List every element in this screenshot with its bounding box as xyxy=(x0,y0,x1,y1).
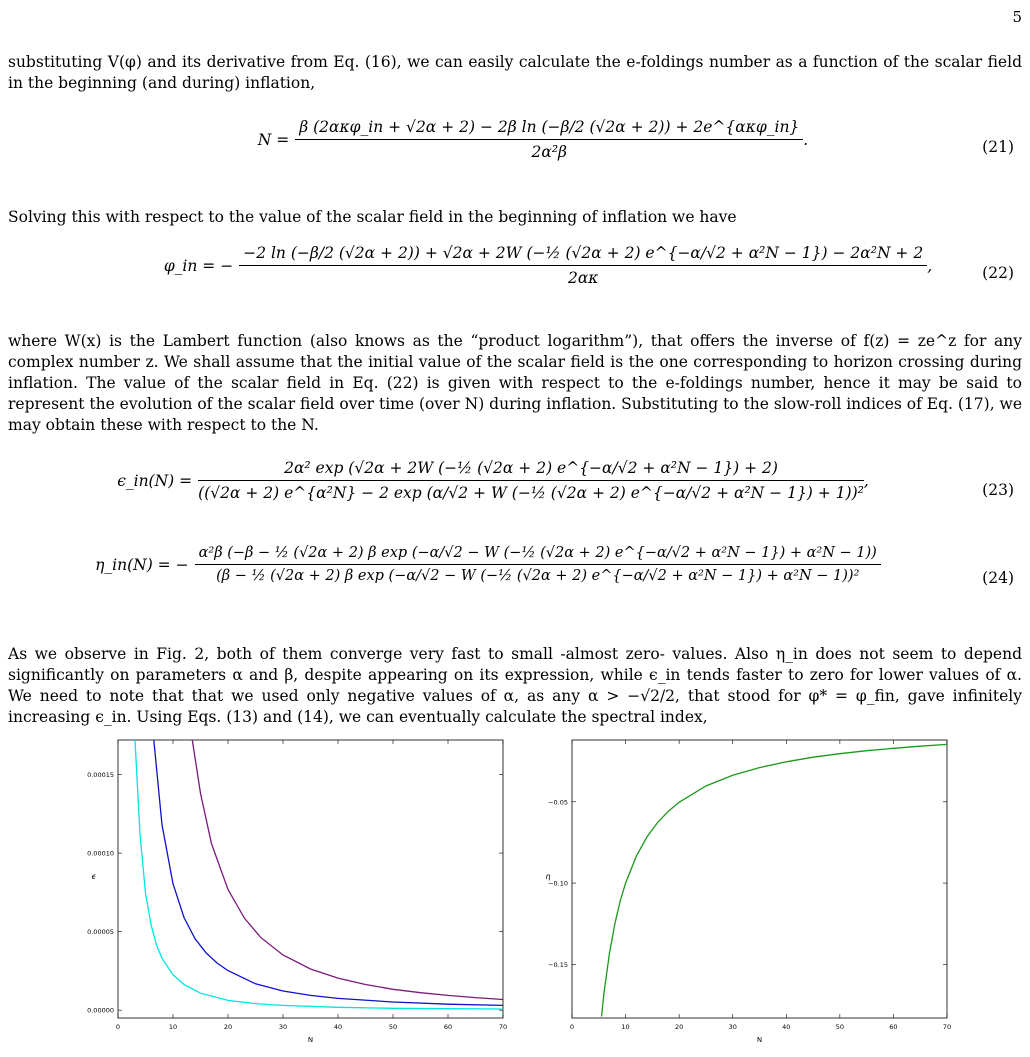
x-tick-label: 40 xyxy=(333,1023,343,1031)
y-tick-label: −0.10 xyxy=(548,879,568,888)
x-tick-label: 70 xyxy=(942,1023,952,1031)
eq23-tail: , xyxy=(863,471,869,490)
x-tick-label: 30 xyxy=(278,1023,288,1031)
y-tick-label: 0.00000 xyxy=(87,1006,114,1015)
paragraph-4: As we observe in Fig. 2, both of them converge very fast to small -almost zero- values. Also η_in does not seem to depend significantly on parameters α and β, despite appearing on its expression, while ϵ_in tends faster to zero for lower values of α. We need to note that that we used only negative values of α, as any α > −√2/2, that stood for φ* = φ_fin, gave infinitely increasing ϵ_in. Using Eqs. (13) and (14), we can eventually calculate the spectral index, xyxy=(8,645,1022,726)
x-tick-label: 70 xyxy=(498,1023,508,1031)
eq22-fraction xyxy=(239,244,927,287)
eq24-numerator: α²β (−β − ½ (√2α + 2) β exp (−α/√2 − W (−½ (√2α + 2) e^{−α/√2 + α²N − 1}) + α²N − 1)) xyxy=(195,545,881,565)
eq24-denominator: (β − ½ (√2α + 2) β exp (−α/√2 − W (−½ (√2α + 2) e^{−α/√2 + α²N − 1}) + α²N − 1))² xyxy=(216,568,860,584)
eq23-lhs: ϵ_in(N) = xyxy=(117,471,193,490)
y-axis-label: ϵ xyxy=(91,872,97,881)
eq22-denominator: 2ακ xyxy=(567,269,599,287)
equation-24 xyxy=(8,545,1022,615)
paragraph-2: Solving this with respect to the value of the scalar field in the beginning of inflation we have xyxy=(8,208,737,226)
x-tick-label: 50 xyxy=(835,1023,844,1031)
eq22-tail: , xyxy=(927,256,933,275)
x-tick-label: 50 xyxy=(388,1023,398,1031)
eq21-numerator: β (2ακφ_in + √2α + 2) − 2β ln (−β/2 (√2α + 2)) + 2e^{ακφ_in} xyxy=(295,118,803,140)
x-tick-label: 10 xyxy=(168,1023,178,1031)
eq23-fraction xyxy=(198,459,864,502)
series-line xyxy=(135,740,503,1009)
eq22-number: (22) xyxy=(982,264,1014,282)
eq24-lhs: η_in(N) = − xyxy=(95,555,189,574)
x-tick-label: 0 xyxy=(569,1023,575,1031)
x-tick-label: 60 xyxy=(443,1023,453,1031)
chart-eta xyxy=(522,735,952,1047)
x-tick-label: 40 xyxy=(782,1023,791,1031)
eq21-number: (21) xyxy=(982,138,1014,156)
series-line xyxy=(602,744,948,1016)
eq23-numerator: 2α² exp (√2α + 2W (−½ (√2α + 2) e^{−α/√2 + α²N − 1}) + 2) xyxy=(198,459,864,481)
x-tick-label: 0 xyxy=(115,1023,121,1031)
paragraph-3: where W(x) is the Lambert function (also knows as the “product logarithm”), that offers the inverse of f(z) = ze^z for any complex number z. We shall assume that the initial value of the scalar field is the one corresponding to horizon crossing during inflation. The value of the scalar field in Eq. (22) is given with respect to the e-foldings number, hence it may be said to represent the evolution of the scalar field over time (over N) during inflation. Substituting to the slow-roll indices of Eq. (17), we may obtain these with respect to the N. xyxy=(8,332,1022,434)
chart-epsilon xyxy=(78,735,512,1047)
eq21-lhs: N = xyxy=(257,130,290,149)
eq24-number: (24) xyxy=(982,569,1014,587)
x-tick-label: 60 xyxy=(889,1023,898,1031)
eq21-fraction xyxy=(295,118,803,161)
y-tick-label: −0.05 xyxy=(548,798,568,807)
x-axis-label: N xyxy=(756,1036,763,1044)
page-number: 5 xyxy=(1012,8,1022,26)
eq22-numerator: −2 ln (−β/2 (√2α + 2)) + √2α + 2W (−½ (√2α + 2) e^{−α/√2 + α²N − 1}) − 2α²N + 2 xyxy=(239,244,927,266)
equation-21 xyxy=(8,118,1022,178)
paragraph-1: substituting V(φ) and its derivative from Eq. (16), we can easily calculate the e-foldings number as a function of the scalar field in the beginning (and during) inflation, xyxy=(8,53,1022,92)
x-axis-label: N xyxy=(307,1036,314,1044)
x-tick-label: 20 xyxy=(223,1023,233,1031)
eq21-tail: . xyxy=(803,130,809,149)
plot-frame xyxy=(572,740,947,1018)
y-tick-label: 0.00005 xyxy=(87,928,114,937)
plot-frame xyxy=(118,740,503,1018)
equation-23 xyxy=(8,459,1022,523)
eq21-denominator: 2α²β xyxy=(531,143,568,161)
y-tick-label: 0.00015 xyxy=(87,771,114,780)
eq24-fraction xyxy=(195,545,881,584)
y-tick-label: 0.00010 xyxy=(87,849,114,858)
series-line xyxy=(154,740,503,1005)
eq23-number: (23) xyxy=(982,481,1014,499)
x-tick-label: 10 xyxy=(621,1023,630,1031)
y-axis-label: η xyxy=(545,872,551,881)
eq22-lhs: φ_in = − xyxy=(163,256,234,275)
series-line xyxy=(192,740,503,1000)
y-tick-label: −0.15 xyxy=(548,960,568,969)
equation-22 xyxy=(8,244,1022,304)
x-tick-label: 20 xyxy=(675,1023,684,1031)
x-tick-label: 30 xyxy=(728,1023,737,1031)
eq23-denominator: ((√2α + 2) e^{α²N} − 2 exp (α/√2 + W (−½ (√2α + 2) e^{−α/√2 + α²N − 1}) + 1))² xyxy=(198,484,864,502)
